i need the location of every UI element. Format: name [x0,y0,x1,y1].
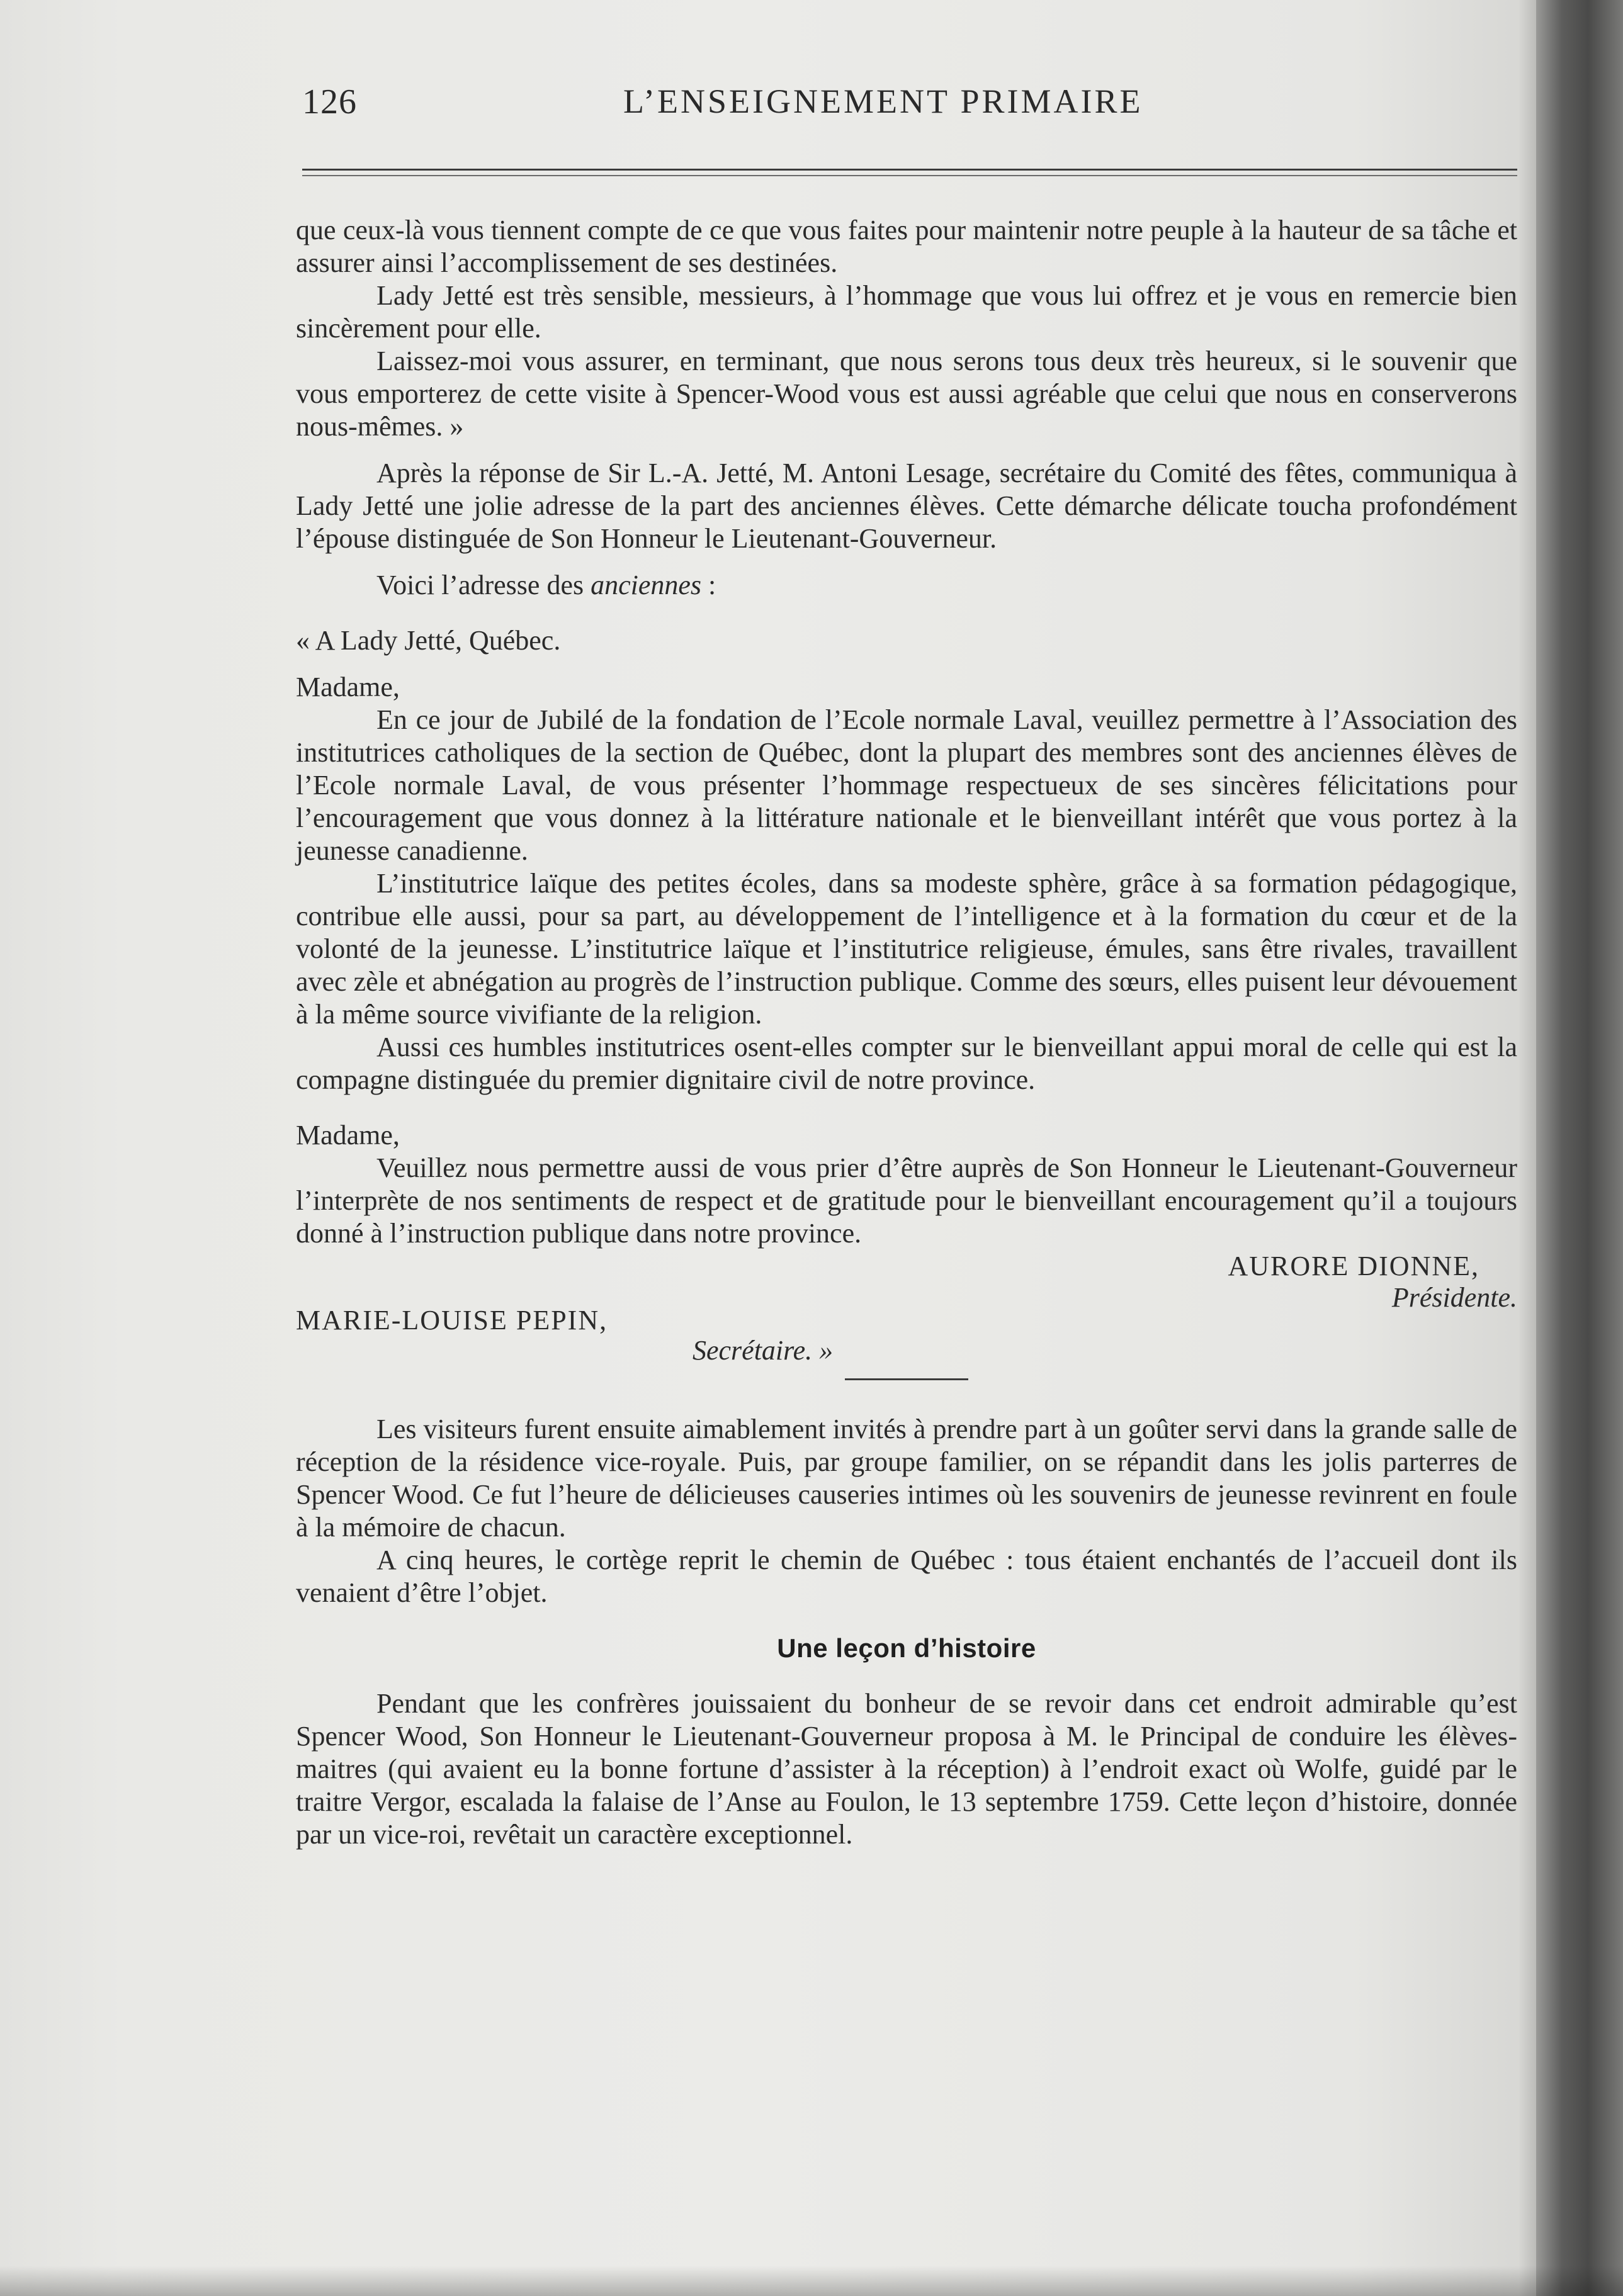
paragraph-lady-jette: Lady Jetté est très sensible, messieurs, à l’hommage que vous lui offrez et je vous en remercie bien sincèrement pour elle. [296,280,1517,344]
president-title: Présidente. [1391,1282,1517,1313]
page-bottom-shadow [0,2266,1623,2296]
address-intro-italic: anciennes [591,570,702,600]
header-rule-bottom [302,175,1517,176]
signature-block [296,1250,1517,1370]
paragraph-departure: A cinq heures, le cortège reprit le chemin de Québec : tous étaient enchantés de l’accueil dont ils venaient d’être l’objet. [296,1545,1517,1608]
address-intro-text: Voici l’adresse des [376,570,591,600]
running-head [302,82,1517,132]
paragraph-address-intro [296,569,1517,602]
salutation-second: Madame, [296,1120,400,1151]
main-text [296,214,1517,1851]
president-name: AURORE DIONNE, [1228,1251,1479,1281]
paragraph-request: Veuillez nous permettre aussi de vous prier d’être auprès de Son Honneur le Lieutenant-Gouverneur l’interprète de nos sentiments de respect et de gratitude pour le bienveillant encouragement qu’il a toujours donné à l’instruction publique dans notre province. [296,1152,1517,1249]
salutation-first: Madame, [296,672,400,702]
paragraph-reception: Les visiteurs furent ensuite aimablement invités à prendre part à un goûter servi dans la grande salle de réception de la résidence vice-royale. Puis, par groupe familier, on se répandit dans les jolis parterres de Spencer Wood. Ce fut l’heure de délicieuses causeries intimes où les souvenirs de jeunesse revinrent en foule à la mémoire de chacun. [296,1414,1517,1543]
header-rule-top [302,169,1517,171]
address-line: « A Lady Jetté, Québec. [296,625,561,656]
paragraph-continuation: que ceux-là vous tiennent compte de ce que vous faites pour maintenir notre peuple à la hauteur de sa tâche et assurer ainsi l’accomplissement de ses destinées. [296,215,1517,278]
book-spine [1536,0,1623,2296]
paragraph-history-lesson: Pendant que les confrères jouissaient du bonheur de se revoir dans cet endroit admirable qu’est Spencer Wood, Son Honneur le Lieutenant-Gouverneur proposa à M. le Principal de conduire les élèves-maitres (qui avaient eu la bonne fortune d’assister à la réception) à l’endroit exact où Wolfe, guidé par le traitre Vergor, escalada la falaise de l’Anse au Foulon, le 13 septembre 1759. Cette leçon d’histoire, donnée par un vice-roi, revêtait un caractère exceptionnel. [296,1688,1517,1850]
page-number: 126 [302,82,357,121]
address-intro-suffix: : [701,570,716,600]
section-heading: Une leçon d’histoire [777,1633,1036,1663]
paragraph-closing-remarks: Laissez-moi vous assurer, en terminant, que nous serons tous deux très heureux, si le souvenir que vous emporterez de cette visite à Spencer-Wood vous est aussi agréable que celui que nous en conserverons nous-mêmes. » [296,346,1517,442]
journal-title: L’ENSEIGNEMENT PRIMAIRE [623,82,1143,120]
paragraph-jubilee-homage: En ce jour de Jubilé de la fondation de l’Ecole normale Laval, veuillez permettre à l’Association des institutrices catholiques de la section de Québec, dont la plupart des membres sont des anciennes élèves de l’Ecole normale Laval, de vous présenter l’hommage respectueux de ses sincères félicitations pour l’encouragement que vous donnez à la littérature nationale et le bienveillant intérêt que vous portez à la jeunesse canadienne. [296,704,1517,866]
secretary-name: MARIE-LOUISE PEPIN, [296,1305,608,1336]
paragraph-reply-narrative: Après la réponse de Sir L.-A. Jetté, M. Antoni Lesage, secrétaire du Comité des fêtes, communiqua à Lady Jetté une jolie adresse de la part des anciennes élèves. Cette démarche délicate toucha profondément l’épouse distinguée de Son Honneur le Lieutenant-Gouverneur. [296,458,1517,554]
paragraph-lay-teacher: L’institutrice laïque des petites écoles, dans sa modeste sphère, grâce à sa formation pédagogique, contribue elle aussi, pour sa part, au développement de l’intelligence et à la formation du cœur et de la volonté de la jeunesse. L’institutrice laïque et l’institutrice religieuse, émules, sans être rivales, travaillent avec zèle et abnégation au progrès de l’instruction publique. Comme des sœurs, elles puisent leur dévouement à la même source vivifiante de la religion. [296,868,1517,1030]
paragraph-moral-support: Aussi ces humbles institutrices osent-elles compter sur le bienveillant appui moral de celle qui est la compagne distinguée du premier dignitaire civil de notre province. [296,1032,1517,1095]
secretary-title: Secrétaire. » [693,1335,834,1366]
